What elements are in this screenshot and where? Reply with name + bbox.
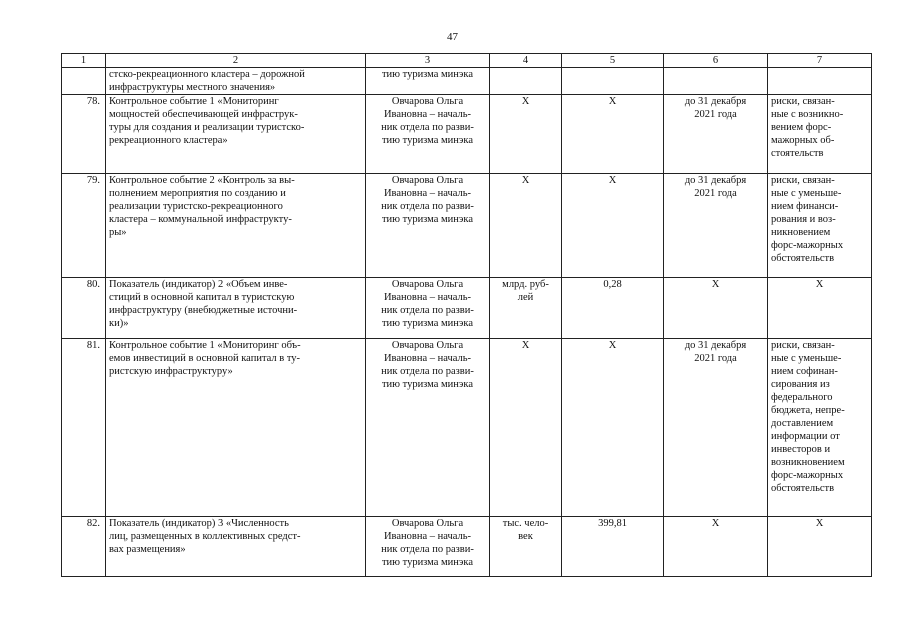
responsible-cell: Овчарова Ольга Ивановна – началь- ник отдела по разви- тию туризма минэка [366,95,490,174]
event-cell: Показатель (индикатор) 3 «Численность лиц, размещенных в коллективных средст- вах размещения» [106,517,366,577]
risks-cell: Х [768,517,872,577]
deadline-cell [664,68,768,95]
responsible-cell: Овчарова Ольга Ивановна – началь- ник отдела по разви- тию туризма минэка [366,278,490,339]
unit-cell: Х [490,174,562,278]
unit-cell: тыс. чело- век [490,517,562,577]
event-cell: стско-рекреационного кластера – дорожной инфраструктуры местного значения» [106,68,366,95]
row-number: 80. [62,278,106,339]
deadline-cell: Х [664,517,768,577]
column-header: 6 [664,54,768,68]
unit-cell [490,68,562,95]
event-cell: Контрольное событие 2 «Контроль за вы- полнением мероприятия по созданию и реализации туристско-рекреационного кластера – коммунальной инфраструкту- ры» [106,174,366,278]
table-row [62,339,872,517]
value-cell [562,68,664,95]
row-number: 78. [62,95,106,174]
row-number [62,68,106,95]
row-number: 82. [62,517,106,577]
responsible-cell: Овчарова Ольга Ивановна – началь- ник отдела по разви- тию туризма минэка [366,517,490,577]
column-header: 2 [106,54,366,68]
program-table [61,53,872,577]
risks-cell: риски, связан- ные с уменьше- нием софинан- сирования из федерального бюджета, непре- доставлением информации от инвесторов и возникновением форс-мажорных обстоятельств [768,339,872,517]
responsible-cell: Овчарова Ольга Ивановна – началь- ник отдела по разви- тию туризма минэка [366,339,490,517]
column-header: 3 [366,54,490,68]
responsible-cell: Овчарова Ольга Ивановна – началь- ник отдела по разви- тию туризма минэка [366,174,490,278]
risks-cell: Х [768,278,872,339]
deadline-cell: до 31 декабря 2021 года [664,339,768,517]
event-cell: Контрольное событие 1 «Мониторинг мощностей обеспечивающей инфраструк- туры для создания и реализации туристско- рекреационного кластера» [106,95,366,174]
table-row [62,517,872,577]
unit-cell: млрд. руб- лей [490,278,562,339]
responsible-cell: тию туризма минэка [366,68,490,95]
risks-cell [768,68,872,95]
table-row [62,68,872,95]
value-cell: Х [562,95,664,174]
value-cell: 399,81 [562,517,664,577]
row-number: 81. [62,339,106,517]
deadline-cell: Х [664,278,768,339]
table-row [62,278,872,339]
value-cell: Х [562,174,664,278]
page-number: 47 [447,31,458,43]
column-header: 4 [490,54,562,68]
deadline-cell: до 31 декабря 2021 года [664,95,768,174]
risks-cell: риски, связан- ные с уменьше- нием финанси- рования и воз- никновением форс-мажорных обстоятельств [768,174,872,278]
event-cell: Контрольное событие 1 «Мониторинг объ- емов инвестиций в основной капитал в ту- ристскую инфраструктуру» [106,339,366,517]
column-header: 1 [62,54,106,68]
table-row [62,174,872,278]
column-header: 5 [562,54,664,68]
table-header-row [62,54,872,68]
row-number: 79. [62,174,106,278]
risks-cell: риски, связан- ные с возникно- вением форс- мажорных об- стоятельств [768,95,872,174]
table-row [62,95,872,174]
unit-cell: Х [490,339,562,517]
column-header: 7 [768,54,872,68]
value-cell: Х [562,339,664,517]
value-cell: 0,28 [562,278,664,339]
event-cell: Показатель (индикатор) 2 «Объем инве- стиций в основной капитал в туристскую инфраструктуру (внебюджетные источни- ки)» [106,278,366,339]
unit-cell: Х [490,95,562,174]
deadline-cell: до 31 декабря 2021 года [664,174,768,278]
